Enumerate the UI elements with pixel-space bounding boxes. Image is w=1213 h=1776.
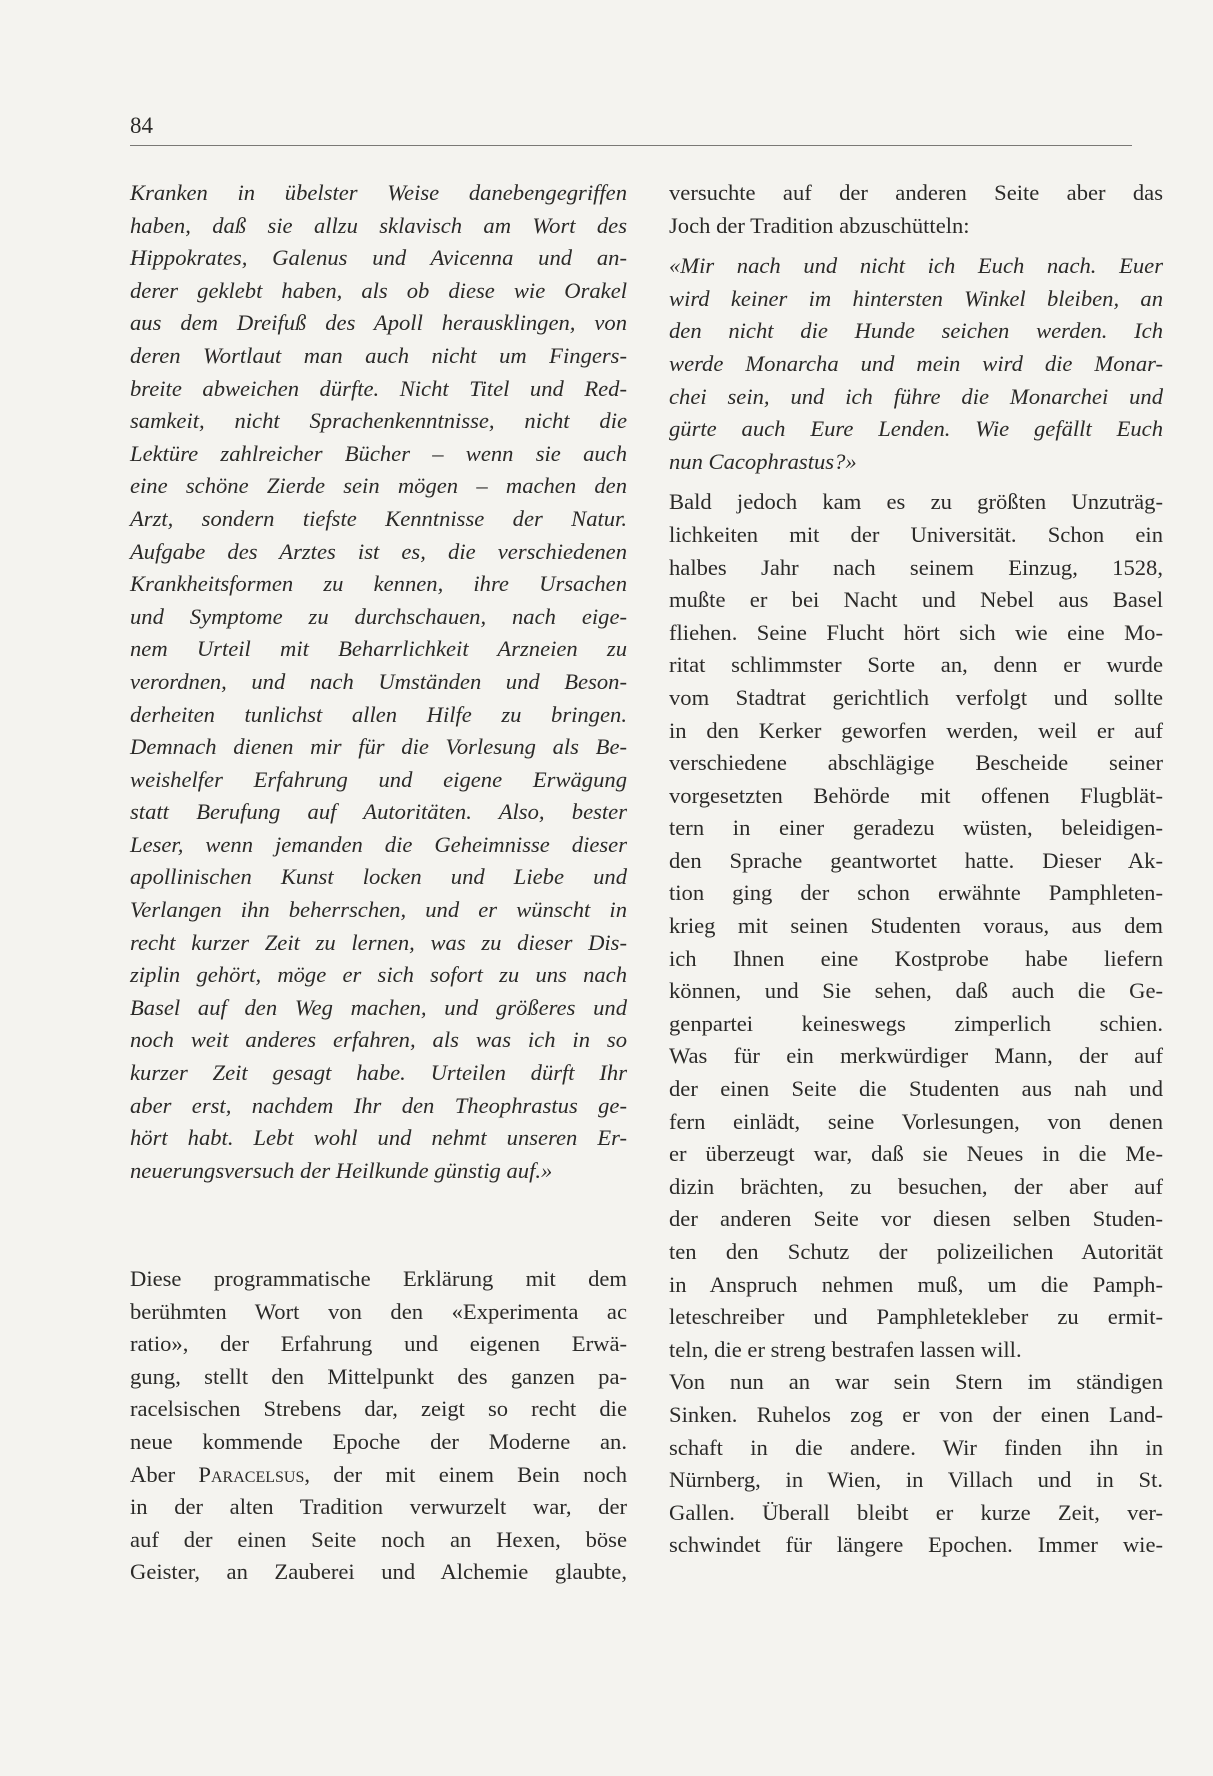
- right-paragraph-2: [669, 1366, 1163, 1562]
- text-line: vorgesetzten Behörde mit offenen Flugblät-: [669, 782, 1163, 808]
- text-line: wird keiner im hintersten Winkel bleiben, an: [669, 285, 1163, 311]
- text-fragment: , der mit einem Bein noch: [304, 1461, 627, 1487]
- text-line: teln, die er streng bestrafen lassen will.: [669, 1336, 1022, 1362]
- left-column-body: [130, 1263, 627, 1589]
- text-line: werde Monarcha und mein wird die Monar-: [669, 350, 1163, 376]
- text-line: ziplin gehört, möge er sich sofort zu uns nach: [130, 962, 627, 988]
- text-line: Nürnberg, in Wien, in Villach und in St.: [669, 1467, 1163, 1493]
- text-line: Geister, an Zauberei und Alchemie glaubte,: [130, 1559, 627, 1585]
- text-line: lichkeiten mit der Universität. Schon ein: [669, 521, 1163, 547]
- text-line: aus dem Dreifuß des Apoll herausklingen, von: [130, 310, 627, 336]
- text-line: den Sprache geantwortet hatte. Dieser Ak-: [669, 847, 1163, 873]
- text-line: nun Cacophrastus?»: [669, 448, 857, 474]
- text-line: neue kommende Epoche der Moderne an.: [130, 1428, 627, 1454]
- text-line: «Mir nach und nicht ich Euch nach. Euer: [669, 253, 1163, 279]
- text-line: genpartei keineswegs zimperlich schien.: [669, 1010, 1163, 1036]
- text-line: können, und Sie sehen, daß auch die Ge-: [669, 978, 1163, 1004]
- text-line: statt Berufung auf Autoritäten. Also, bester: [130, 799, 627, 825]
- text-line: Demnach dienen mir für die Vorlesung als Be-: [130, 734, 627, 760]
- text-line: fliehen. Seine Flucht hört sich wie eine Mo-: [669, 619, 1163, 645]
- text-line: recht kurzer Zeit zu lernen, was zu dieser Dis-: [130, 929, 627, 955]
- text-line: haben, daß sie allzu sklavisch am Wort des: [130, 212, 627, 238]
- text-line: vom Stadtrat gerichtlich verfolgt und sollte: [669, 684, 1163, 710]
- right-intro: [669, 177, 1163, 242]
- text-line: auf der einen Seite noch an Hexen, böse: [130, 1526, 627, 1552]
- text-fragment: Aber: [130, 1461, 199, 1487]
- text-line: Gallen. Überall bleibt er kurze Zeit, ver-: [669, 1499, 1163, 1525]
- text-line: Leser, wenn jemanden die Geheimnisse dieser: [130, 831, 627, 857]
- text-line: breite abweichen dürfte. Nicht Titel und Red-: [130, 375, 627, 401]
- text-line: leteschreiber und Pamphletekleber zu ermit-: [669, 1304, 1163, 1330]
- text-line: ten den Schutz der polizeilichen Autorität: [669, 1239, 1163, 1264]
- text-line: noch weit anderes erfahren, als was ich in so: [130, 1027, 627, 1053]
- text-line: halbes Jahr nach seinem Einzug, 1528,: [669, 554, 1163, 580]
- text-line: tion ging der schon erwähnte Pamphleten-: [669, 880, 1163, 906]
- text-line: in der alten Tradition verwurzelt war, der: [130, 1494, 627, 1520]
- text-line: apollinischen Kunst locken und Liebe und: [130, 864, 627, 890]
- text-line: neuerungsversuch der Heilkunde günstig auf.»: [130, 1157, 553, 1183]
- text-line: Was für ein merkwürdiger Mann, der auf: [669, 1043, 1163, 1069]
- right-column: [669, 177, 1163, 1562]
- page-number: 84: [130, 113, 153, 138]
- text-line: gung, stellt den Mittelpunkt des ganzen pa-: [130, 1363, 627, 1389]
- text-line: derer geklebt haben, als ob diese wie Orakel: [130, 277, 627, 303]
- text-line: Aufgabe des Arztes ist es, die verschiedenen: [130, 538, 627, 564]
- text-line: ratio», der Erfahrung und eigenen Erwä-: [130, 1331, 627, 1357]
- text-line: Basel auf den Weg machen, und größeres und: [130, 994, 627, 1020]
- text-line: verschiedene abschlägige Bescheide seiner: [669, 750, 1163, 776]
- text-line: der einen Seite die Studenten aus nah und: [669, 1076, 1163, 1102]
- text-line: und Symptome zu durchschauen, nach eige-: [130, 603, 627, 629]
- author-name: Paracelsus: [198, 1461, 305, 1487]
- text-line: derheiten tunlichst allen Hilfe zu bringen.: [130, 701, 627, 727]
- text-line: den nicht die Hunde seichen werden. Ich: [669, 318, 1163, 344]
- text-line: samkeit, nicht Sprachenkenntnisse, nicht die: [130, 408, 627, 434]
- right-quote: [669, 250, 1163, 478]
- text-line: der anderen Seite vor diesen selben Studen-: [669, 1206, 1163, 1232]
- text-line: kurzer Zeit gesagt habe. Urteilen dürft Ihr: [130, 1060, 627, 1086]
- text-line: Von nun an war sein Stern im ständigen: [669, 1369, 1163, 1395]
- text-line: dizin brächten, zu besuchen, der aber auf: [669, 1173, 1163, 1199]
- text-line: Bald jedoch kam es zu größten Unzuträg-: [669, 489, 1163, 515]
- text-line: gürte auch Eure Lenden. Wie gefällt Euch: [669, 416, 1163, 442]
- text-line: in den Kerker geworfen werden, weil er auf: [669, 717, 1163, 743]
- right-paragraph-1: [669, 486, 1163, 1366]
- text-line: verordnen, und nach Umständen und Beson-: [130, 668, 627, 694]
- text-line: racelsischen Strebens dar, zeigt so recht die: [130, 1396, 627, 1422]
- text-line: tern in einer geradezu wüsten, beleidigen-: [669, 815, 1163, 841]
- text-line: weishelfer Erfahrung und eigene Erwägung: [130, 766, 627, 792]
- left-column-quote: [130, 177, 627, 1187]
- text-line: hört habt. Lebt wohl und nehmt unseren Er-: [130, 1125, 627, 1151]
- text-line: aber erst, nachdem Ihr den Theophrastus ge-: [130, 1092, 627, 1118]
- text-line: in Anspruch nehmen muß, um die Pamph-: [669, 1271, 1163, 1297]
- text-line: fern einlädt, seine Vorlesungen, von denen: [669, 1108, 1163, 1134]
- text-line: Krankheitsformen zu kennen, ihre Ursachen: [130, 571, 627, 597]
- text-line: Sinken. Ruhelos zog er von der einen Land-: [669, 1401, 1163, 1427]
- text-line: Lektüre zahlreicher Bücher – wenn sie auch: [130, 440, 627, 466]
- text-line: Diese programmatische Erklärung mit dem: [130, 1266, 627, 1291]
- text-line: deren Wortlaut man auch nicht um Fingers-: [130, 342, 627, 368]
- text-line: Hippokrates, Galenus und Avicenna und an-: [130, 245, 627, 271]
- text-line: Verlangen ihn beherrschen, und er wünscht in: [130, 897, 627, 923]
- text-line: Kranken in übelster Weise danebengegriffen: [130, 180, 627, 205]
- text-line: Joch der Tradition abzuschütteln:: [669, 212, 970, 238]
- text-line: krieg mit seinen Studenten voraus, aus dem: [669, 913, 1163, 939]
- text-line: schaft in die andere. Wir finden ihn in: [669, 1434, 1163, 1460]
- text-line: chei sein, und ich führe die Monarchei und: [669, 383, 1163, 409]
- text-line: eine schöne Zierde sein mögen – machen den: [130, 473, 627, 499]
- text-line: nem Urteil mit Beharrlichkeit Arzneien zu: [130, 636, 627, 662]
- text-line: er überzeugt war, daß sie Neues in die Me-: [669, 1141, 1163, 1167]
- text-line: Arzt, sondern tiefste Kenntnisse der Natur.: [130, 505, 627, 531]
- text-line: ritat schlimmster Sorte an, denn er wurde: [669, 652, 1163, 678]
- text-line: berühmten Wort von den «Experimenta ac: [130, 1298, 627, 1324]
- text-line: schwindet für längere Epochen. Immer wie-: [669, 1532, 1163, 1558]
- text-line: versuchte auf der anderen Seite aber das: [669, 180, 1163, 205]
- text-line: mußte er bei Nacht und Nebel aus Basel: [669, 587, 1163, 613]
- text-line: ich Ihnen eine Kostprobe habe liefern: [669, 945, 1163, 971]
- header-rule: [130, 145, 1132, 146]
- text-line: [130, 1459, 627, 1492]
